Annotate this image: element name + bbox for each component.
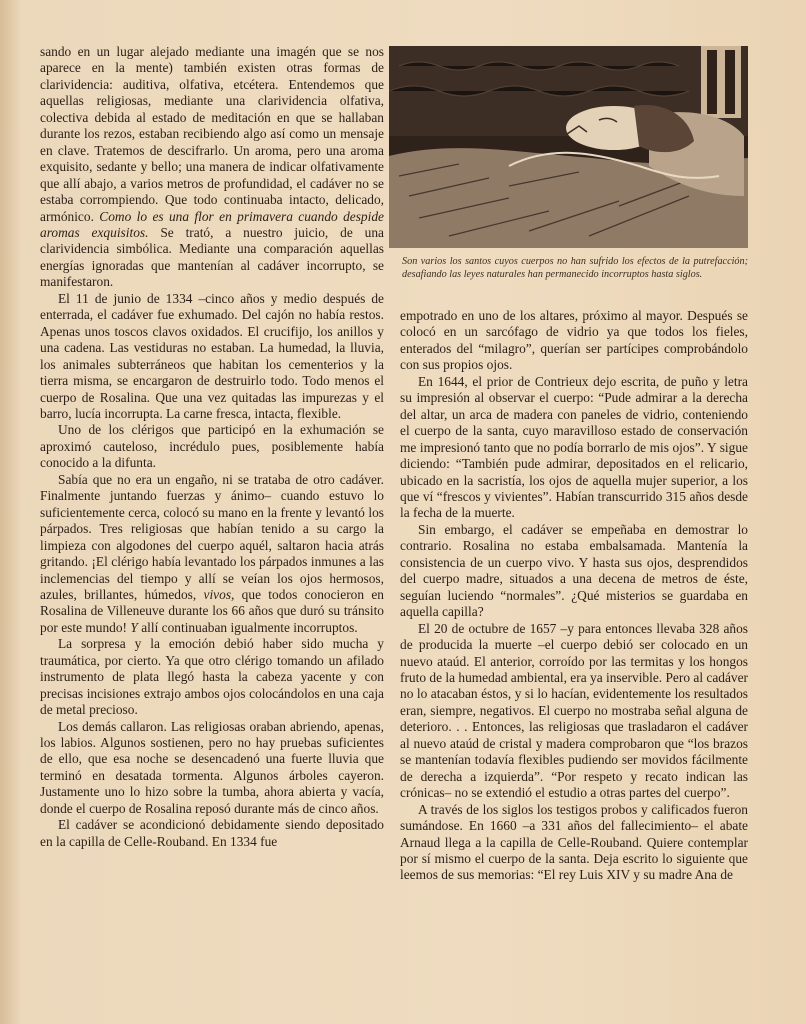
paragraph: Los demás callaron. Las religiosas oraban abriendo, apenas, los labios. Algunos sostienen, pero no hay pruebas suficientes de ello, que esa noche se desencadenó una fuerte lluvia que terminó en desatada tormenta. Algunos árboles cayeron. Justamente uno lo hizo sobre la tumba, ahora abierta y vacía, donde el cuerpo de Rosalina reposó durante más de cinco años. [40,718,384,816]
paragraph: A través de los siglos los testigos probos y calificados fueron sumándose. En 1660 –a 331 años del fallecimiento– el abate Arnaud llega a la capilla de Celle-Rouband. Quiere contemplar por sí mismo el cuerpo de la santa. Deja escrito lo siguiente que leemos de sus memorias: “El rey Luis XIV y su madre Ana de [400,801,748,883]
paragraph: Sabía que no era un engaño, ni se trataba de otro cadáver. Finalmente juntando fuerzas y ánimo– cuando estuvo lo suficientemente cerca, colocó su mano en la frente y levantó los párpados. Tres religiosas que habían tenido a su cargo la limpieza con algodones del cuerpo aquél, saltaron hacia atrás gritando. ¡El clérigo había levantado los párpados inmunes a las inclemencias del tiempo y allí se veían los ojos hermosos, azules, brillantes, húmedos, vivos, que todos conocieron en Rosalina de Villeneuve durante los 66 años que duró su tránsito por este mundo! Y allí continuaban igualmente incorruptos. [40,471,384,635]
emphasis-text: Como lo es una flor en primavera cuando despide aromas exquisitos. [40,208,384,240]
left-column [40,44,384,850]
emphasis-text: vivos, [203,586,235,602]
paragraph: El 11 de junio de 1334 –cinco años y medio después de enterrada, el cadáver fue exhumado. Del cajón no había restos. Apenas unos toscos clavos oxidados. El crucifijo, los anillos y una cadena. Las vestiduras no estaban. La humedad, la lluvia, los animales subterráneos que habitan los cementerios y la tierra misma, se encargaron de destruirlo todo. Todo menos el cuerpo de Rosalina. Que una vez quitadas las impurezas y el barro, lucía incorrupta. La carne fresca, intacta, flexible. [40,290,384,421]
paragraph: sando en un lugar alejado mediante una imagén que se nos aparece en la mente) también existen otras formas de clarividencia: auditiva, olfativa, etcétera. Entendemos que aquellas religiosas, mediante una clarividencia olfativa, colectiva debida al estado de meditación en que se hallaban durante los rezos, estaban recibiendo algo así como un mensaje en clave. Tratemos de descifrarlo. Un aroma, pero una aroma exquisito, sedante y bello; una manera de indicar olfativamente que allí abajo, a varios metros de profundidad, el cadáver no se estaba corrompiendo. Que todo continuaba intacto, delicado, armónico. Como lo es una flor en primavera cuando despide aromas exquisitos. Se trató, a nuestro juicio, de una clarividencia simbólica. Mediante una comparación aquellas energías ignoradas que mantenían al cadáver incorrupto, se manifestaron. [40,44,384,290]
right-column [400,308,748,884]
emphasis-text: Y [130,619,138,635]
paragraph: empotrado en uno de los altares, próximo al mayor. Después se colocó en un sarcófago de vidrio ya que todos los fieles, enterados del “milagro”, querían ser partícipes comprobándolo con sus propios ojos. [400,308,748,373]
figure-caption: Son varios los santos cuyos cuerpos no han sufrido los efectos de la putrefacción; desafiando las leyes naturales han permanecido incorruptos hasta siglos. [402,256,748,280]
paragraph: Sin embargo, el cadáver se empeñaba en demostrar lo contrario. Rosalina no estaba embalsamada. Mantenía la consistencia de un cuerpo vivo. Y hasta sus ojos, desprendidos del cuerpo madre, situados a una decena de metros de éste, seguían luciendo “normales”. ¿Qué misterios se guardaba en aquella capilla? [400,521,748,620]
paragraph: Uno de los clérigos que participó en la exhumación se aproximó cauteloso, incrédulo pues, posiblemente había conocido a la difunta. [40,422,384,471]
incorrupt-body-illustration [389,46,748,248]
paragraph: El 20 de octubre de 1657 –y para entonces llevaba 328 años de producida la muerte –el cuerpo debió ser colocado en un nuevo ataúd. El anterior, corroído por las termitas y los hongos fruto de la humedad ambiental, era ya inservible. Pero al cadáver no lo atacaban éstos, y si lo hacían, evidentemente los resultados eran, siempre, negativos. El cuerpo no mostraba señal alguna de deterioro. . . Entonces, las religiosas que trasladaron el cadáver al nuevo ataúd de cristal y madera comprobaron que “los brazos se mantenían todavía flexibles pudiendo ser movidos fácilmente de derecha a izquierda”. “Por respeto y recato indican las crónicas– no se extendió el estudio a otras partes del cuerpo”. [400,620,749,801]
paragraph: La sorpresa y la emoción debió haber sido mucha y traumática, por cierto. Ya que otro clérigo tomando un afilado instrumento de plata llegó hasta la cabeza yacente y con precisas incisiones extrajo ambos ojos colocándolos en una caja de metal precioso. [40,636,384,718]
paragraph: En 1644, el prior de Contrieux dejo escrita, de puño y letra su impresión al observar el cuerpo: “Pude admirar a la derecha del altar, un arca de madera con paneles de vidrio, conteniendo el cuerpo de la santa, cuyo maravilloso estado de conservación me impresionó tanto que no podía borrarlo de mis ojos”. Y sigue diciendo: “También pude admirar, depositados en el relicario, ubicado en la sacristía, los ojos de aquella mujer superior, a los que ví “frescos y vivientes”. Habían transcurrido 315 años desde la fecha de la muerte. [400,373,748,521]
paragraph: El cadáver se acondicionó debidamente siendo depositado en la capilla de Celle-Rouband. En 1334 fue [40,817,384,849]
